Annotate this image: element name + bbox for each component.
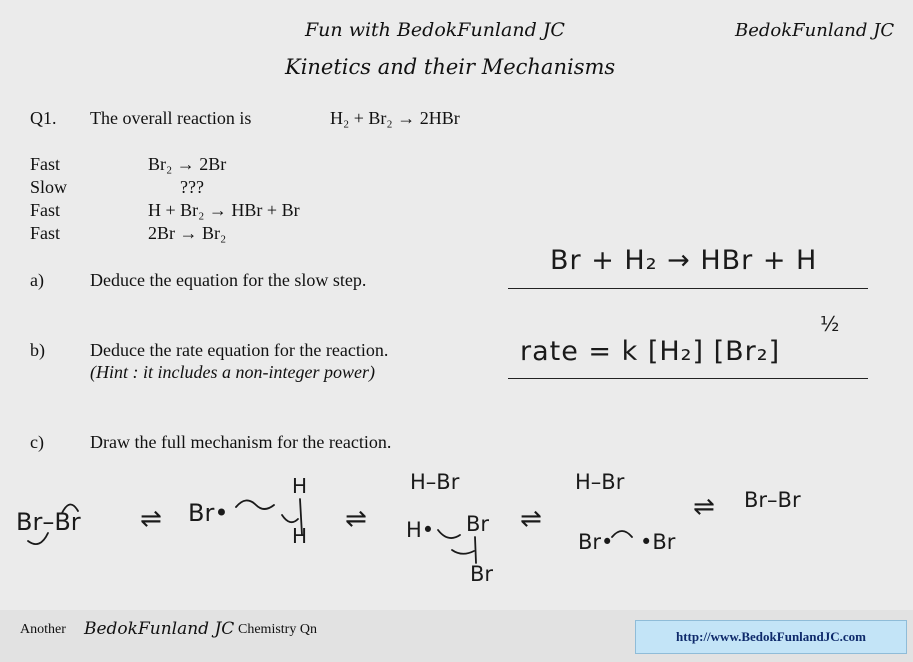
mechanism-diagram: [0, 455, 913, 595]
mechanism-stage5: Br–Br: [744, 488, 801, 512]
step-equation: H + Br₂ → HBr + Br: [148, 200, 300, 220]
question-number: Q1.: [30, 108, 57, 128]
mechanism-stage1: Br–Br: [16, 508, 81, 536]
curly-arrow: [438, 530, 460, 538]
part-question: Draw the full mechanism for the reaction.: [90, 432, 392, 452]
mechanism-radical: •Br: [640, 530, 676, 554]
step-speed: Fast: [30, 200, 61, 220]
answer-line: [508, 288, 868, 289]
mechanism-product: H–Br: [575, 470, 625, 494]
mechanism-radical: Br•: [578, 530, 614, 554]
mechanism-atom: H: [292, 524, 308, 548]
answer-line: [508, 378, 868, 379]
part-label: c): [30, 432, 44, 452]
mechanism-product: H–Br: [410, 470, 460, 494]
equilibrium-arrow: ⇌: [140, 504, 162, 534]
curly-arrow: [236, 500, 274, 509]
footer-brand: BedokFunland JC: [84, 619, 235, 639]
worksheet-subtitle: Kinetics and their Mechanisms: [285, 55, 616, 79]
step-speed: Slow: [30, 177, 68, 197]
mechanism-atom: H: [292, 474, 308, 498]
part-question: Deduce the equation for the slow step.: [90, 270, 367, 290]
equilibrium-arrow: ⇌: [520, 504, 542, 534]
step-equation: Br₂ → 2Br: [148, 154, 227, 174]
question-intro: The overall reaction is: [90, 108, 252, 128]
step-speed: Fast: [30, 154, 61, 174]
mechanism-atom: Br: [466, 512, 490, 536]
mechanism-radical: H•: [406, 518, 435, 542]
worksheet-title: Fun with BedokFunland JC: [305, 19, 565, 41]
answer-exponent: ½: [820, 312, 841, 336]
mechanism-atom: Br: [470, 562, 494, 586]
part-hint: (Hint : it includes a non-integer power): [90, 362, 375, 382]
answer-slow-step: Br + H₂ → HBr + H: [550, 245, 818, 276]
footer-prefix: Another: [20, 622, 66, 637]
part-question: Deduce the rate equation for the reaction.: [90, 340, 389, 360]
part-label: a): [30, 270, 44, 290]
header-brand: BedokFunland JC: [735, 20, 895, 41]
website-url[interactable]: http://www.BedokFunlandJC.com: [676, 629, 866, 644]
footer-suffix: Chemistry Qn: [238, 622, 317, 637]
part-label: b): [30, 340, 45, 360]
step-speed: Fast: [30, 223, 61, 243]
bond-line: [475, 537, 476, 563]
curly-arrow: [612, 531, 632, 537]
curly-arrow: [282, 515, 298, 522]
step-equation: ???: [180, 177, 204, 197]
curly-arrow: [452, 550, 474, 554]
answer-rate-equation: rate = k [H₂] [Br₂]: [520, 336, 781, 367]
equilibrium-arrow: ⇌: [693, 492, 715, 522]
equilibrium-arrow: ⇌: [345, 504, 367, 534]
website-link[interactable]: [635, 620, 907, 654]
step-equation: 2Br → Br₂: [148, 223, 227, 243]
overall-reaction: H₂ + Br₂ → 2HBr: [330, 108, 460, 128]
mechanism-radical: Br•: [188, 499, 229, 527]
